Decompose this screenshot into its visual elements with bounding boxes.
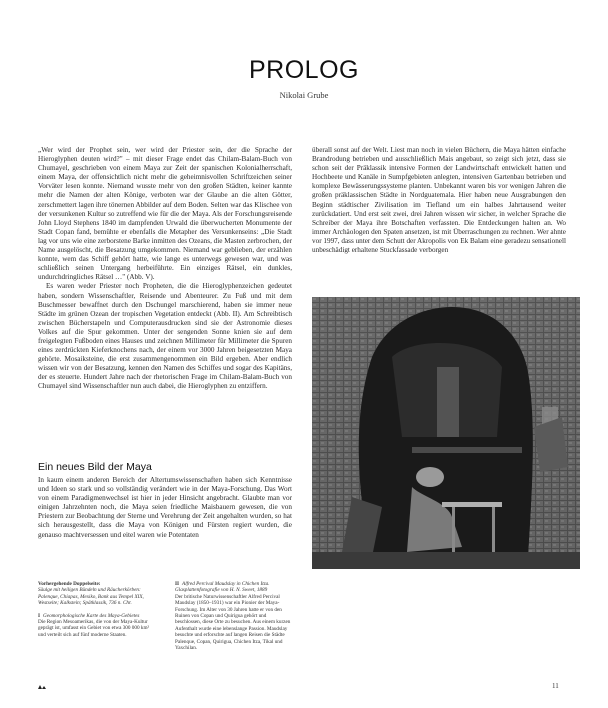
- paragraph: überall sonst auf der Welt. Liest man noch in vielen Büchern, die Maya hätten einfache Brandrodung betrieben und ausschließlich Mais angebaut, so zeigt sich jetzt, dass sie schon seit der Präklassik intensive Formen der Landwirtschaft entwickelt hatten und Hochbeete und Kanäle in Sumpfgebieten anlegten, intensiven Gartenbau betrieben und komplexe Bewässerungssysteme planten. Unbekannt waren bis vor wenigen Jahren die großen präklassischen Städte in Nordguatemala. Hier haben neue Ausgrabungen den Beginn städtischer Zivilisation im Tiefland um ein halbes Jahrtausend weiter zurückdatiert. Und erst seit zwei, drei Jahren wissen wir sicher, in welcher Sprache die Schreiber der Maya ihre Botschaften verfassten. Die Entdeckungen halten an. Wo immer Archäologen den Spaten ansetzen, ist mit Überraschungen zu rechnen. Wer ahnte vor 1997, dass unter dem Schutt der Akropolis von Ek Balam eine geradezu sensationell unbeschädigt erhaltene Stuckfassade verborgen: [312, 146, 566, 255]
- section-heading: Ein neues Bild der Maya: [38, 460, 152, 473]
- page-number: 11: [552, 682, 559, 690]
- caption-title: Geomorphologische Karte des Maya-Gebietes: [43, 612, 140, 619]
- caption-map: [38, 613, 156, 639]
- paragraph: „Wer wird der Prophet sein, wer wird der Priester sein, der die Sprache der Hieroglyphen deuten wird?" – mit dieser Frage endet das Chilam-Balam-Buch von Chumayel, geschrieben von einem Maya zur Zeit der spanischen Kolonialherrschaft, einem Maya, der offensichtlich nicht mehr die geheimnisvollen Schriftzeichen seiner Vorväter lesen konnte. Niemand wusste mehr von den großen Städten, keiner kannte mehr die Namen der alten Könige, verboten war der Glaube an die alten Götter, zerschmettert lagen ihre tönernen Abbilder auf dem Boden. Selten war das Klischee von der versunkenen Kultur so zutreffend wie für die der Maya. Als der Forschungsreisende John Lloyd Stephens 1840 im dampfenden Urwald die überwucherten Monumente der Stadt Copan fand, bemühte er ebenfalls die Metapher des Versunkenseins: „Die Stadt lag vor uns wie eine zerborstene Barke inmitten des Ozeans, die Masten zerbrochen, der Name ausgelöscht, die Besatzung umgekommen. Niemand war geblieben, der erzählen konnte, wem das Schiff gehört hatte, wie lange es unterwegs gewesen war, und was schließlich seinen Untergang herbeiführte. Ein einziges Rätsel, ein dunkles, undurchdringliches Rätsel …" (Abb. V).: [38, 146, 292, 282]
- caption-number: II: [175, 581, 180, 587]
- historical-photograph: [312, 297, 580, 569]
- caption-text: Die Region Mesoamerikas, die von der Maya-Kultur geprägt ist, umfasst ein Gebiet von etwa 300 000 km² und verteilt sich auf fünf moderne Staaten.: [38, 619, 150, 638]
- caption-previous-spread: [38, 581, 156, 638]
- caption-title: Vorhergehende Doppelseite:: [38, 581, 101, 587]
- photo-image: [312, 297, 580, 569]
- ornament-icon: [38, 685, 46, 689]
- author-name: Nikolai Grube: [279, 90, 329, 100]
- caption-title: Alfred Percival Maudslay in Chichen Itza. Glasplattenfotografie von H. N. Sweet, 1889: [175, 581, 270, 594]
- section-body: [38, 476, 292, 540]
- body-column-left: [38, 146, 292, 392]
- paragraph: In kaum einem anderen Bereich der Altertumswissenschaften haben sich Kenntnisse und Ideen so stark und so vollständig verändert wie in der Maya-Forschung. Das Wort von einem Paradigmenwechsel ist hier in jeder Hinsicht angebracht. Glaubte man vor einigen Jahrzehnten noch, die Maya seien friedliche Maisbauern gewesen, die von Priestern zur Beobachtung der Sterne und Verehrung der Zeit angehalten wurden, so hat sich herausgestellt, dass die Maya von Königen und Fürsten regiert wurden, die genauso machtversessen und eitel waren wie Potentaten: [38, 476, 292, 539]
- page-title: PROLOG: [249, 56, 359, 84]
- caption-text: Der britische Naturwissenschaftler Alfred Percival Maudslay (1850–1931) war ein Pionier der Maya-Forschung. Im Alter von 30 Jahren hatte er von den Ruinen von Copan und Quirigua gehört und beschlossen, diese Orte zu besuchen. Aus einem kurzen Aufenthalt wurde eine lebenslange Passion. Maudslay besuchte und erforschte auf langen Reisen die Städte Palenque, Copan, Quirigua, Chichen Itza, Tikal und Yaxchilan.: [175, 593, 291, 652]
- caption-photo: [175, 581, 293, 651]
- paragraph: Es waren weder Priester noch Propheten, die die Hieroglyphenzeichen gedeutet haben, sondern Wissenschaftler, Reisende und Abenteurer. Zu Fuß und mit dem Buschmesser bewaffnet durch den Dschungel marschierend, haben sie immer neue Städte im grünen Ozean der tropischen Vegetation entdeckt (Abb. II). Am Schreibtisch zwischen Bücherstapeln und Computerausdrucken sind sie der Astronomie dieses Volkes auf die Spur gekommen. Unter der sengenden Sonne knien sie auf dem freigelegten Fußboden eines Hauses und zeichnen Millimeter für Millimeter die Spuren eines zerdrückten Kieferknochens nach, der einem vor 3000 Jahren beigesetzten Maya gehörte. Mosaiksteine, die erst zusammengenommen ein Bild ergeben. Aber endlich wissen wir von der Besatzung, kennen den Namen des Schiffes und sogar des Kapitäns, der es steuerte. Hundert Jahre nach der rhetorischen Frage im Chilam-Balam-Buch von Chumayel sind Wissenschaftler nun auch dabei, die Hieroglyphen zu entziffern.: [38, 282, 292, 391]
- caption-text: Säulge mit heiligen Bündeln und Räucherkörben: Palenque, Chiapas, Mexiko, Bank aus Tempel XIX, Westseite; Kalkstein; Spätklassik, 736 n. Chr.: [38, 587, 144, 607]
- caption-number: I: [38, 612, 41, 619]
- body-column-right: [312, 146, 566, 255]
